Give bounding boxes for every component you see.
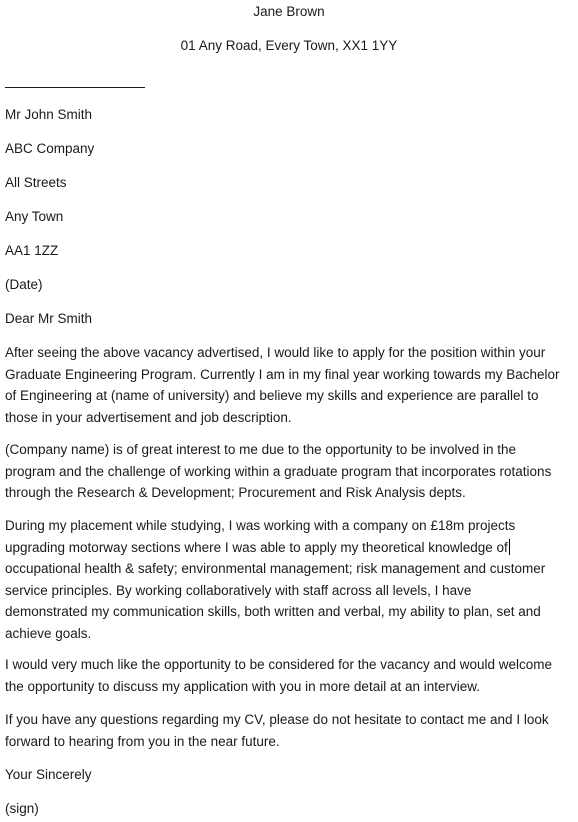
paragraph-line: After seeing the above vacancy advertised, I would like to apply for the position within your <box>5 345 546 360</box>
paragraph-line: Graduate Engineering Program. Currently I am in my final year working towards my Bachelor <box>5 366 560 382</box>
text-cursor <box>509 539 510 555</box>
recipient-company: ABC Company <box>5 141 95 156</box>
recipient-name: Mr John Smith <box>5 107 93 122</box>
paragraph-3 <box>5 515 577 644</box>
paragraph-line <box>5 537 577 559</box>
paragraph-line: the opportunity to discuss my application with you in more detail at an interview. <box>5 678 480 694</box>
paragraph-line: of Engineering at (name of university) and believe my skills and experience are parallel to <box>5 388 539 403</box>
paragraph-line: demonstrated my communication skills, both written and verbal, my ability to plan, set and <box>5 604 541 619</box>
paragraph-5 <box>5 709 577 752</box>
header-divider <box>5 87 145 88</box>
paragraph-line: through the Research & Development; Procurement and Risk Analysis depts. <box>5 485 466 500</box>
paragraph-2 <box>5 439 577 504</box>
paragraph-line: forward to hearing from you in the near future. <box>5 733 280 749</box>
paragraph-4 <box>5 654 577 697</box>
salutation: Dear Mr Smith <box>5 311 93 326</box>
paragraph-line: program and the challenge of working within a graduate program that incorporates rotations <box>5 463 552 479</box>
paragraph-line-text: upgrading motorway sections where I was able to apply my theoretical knowledge of <box>5 539 508 555</box>
paragraph-line: I would very much like the opportunity to be considered for the vacancy and would welcome <box>5 657 553 672</box>
closing: Your Sincerely <box>5 767 92 782</box>
sender-name: Jane Brown <box>253 4 325 19</box>
paragraph-line: (Company name) is of great interest to me due to the opportunity to be involved in the <box>5 442 517 457</box>
paragraph-line: If you have any questions regarding my CV, please do not hesitate to contact me and I look <box>5 712 549 727</box>
recipient-postcode: AA1 1ZZ <box>5 243 59 258</box>
paragraph-line: occupational health & safety; environmental management; risk management and customer <box>5 561 546 576</box>
paragraph-line: achieve goals. <box>5 625 92 641</box>
paragraph-line: those in your advertisement and job description. <box>5 409 292 425</box>
letter-date: (Date) <box>5 277 43 292</box>
recipient-town: Any Town <box>5 209 64 224</box>
paragraph-line: service principles. By working collaboratively with staff across all levels, I have <box>5 582 472 598</box>
paragraph-1 <box>5 342 577 428</box>
paragraph-line: During my placement while studying, I was working with a company on £18m projects <box>5 518 516 533</box>
recipient-street: All Streets <box>5 175 67 190</box>
signature: (sign) <box>5 801 39 816</box>
sender-address: 01 Any Road, Every Town, XX1 1YY <box>180 38 398 53</box>
